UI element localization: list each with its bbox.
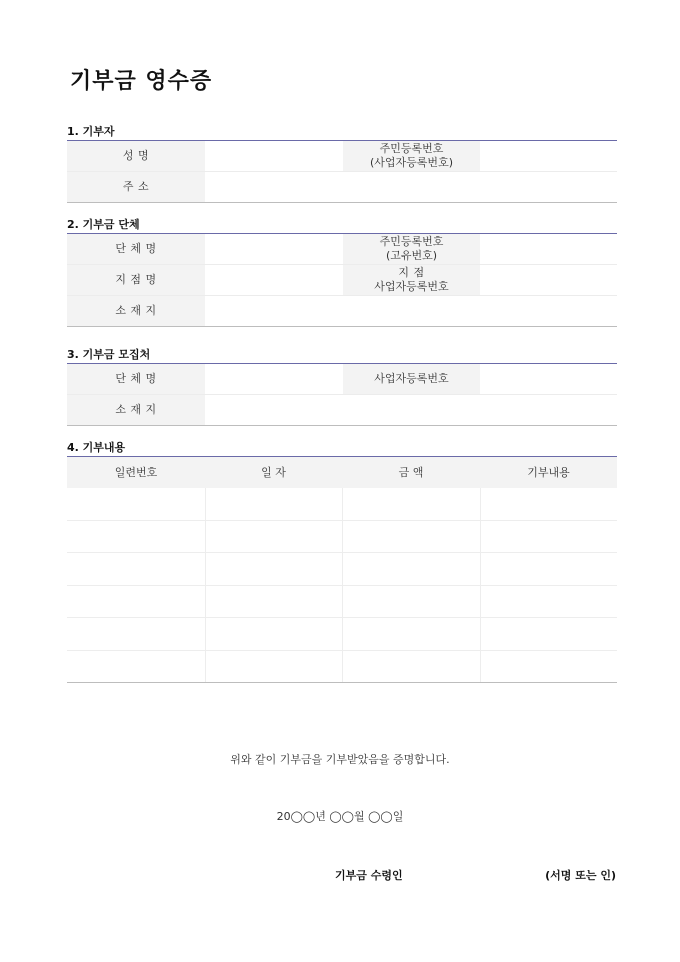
table-row (67, 488, 617, 521)
content-cell[interactable] (480, 650, 617, 683)
org-branch-label (67, 265, 205, 296)
donor-name-field[interactable] (205, 141, 343, 172)
org-location-label (67, 296, 205, 327)
label-text: 지 점 명 (115, 273, 157, 286)
label-text: (고유번호) (385, 249, 438, 262)
table-row (67, 234, 617, 265)
donor-address-label (67, 172, 205, 203)
label-text: 소 재 지 (115, 403, 157, 416)
org-name-label (67, 234, 205, 265)
label-text: (사업자등록번호) (370, 156, 453, 169)
serial-cell[interactable] (67, 520, 205, 553)
signature-label: (서명 또는 인) (545, 869, 616, 882)
serial-cell[interactable] (67, 553, 205, 586)
fundraiser-table (67, 363, 617, 426)
content-cell[interactable] (480, 520, 617, 553)
table-row (67, 172, 617, 203)
fund-name-field[interactable] (205, 364, 343, 395)
table-row (67, 520, 617, 553)
date-cell[interactable] (205, 488, 342, 521)
content-cell[interactable] (480, 618, 617, 651)
column-header-date: 일 자 (205, 457, 342, 488)
fund-name-label (67, 364, 205, 395)
fund-id-label (343, 364, 480, 395)
donor-id-field[interactable] (480, 141, 617, 172)
table-header-row (67, 457, 617, 488)
issue-date: 20◯◯년 ◯◯월 ◯◯일 (276, 810, 404, 823)
serial-cell[interactable] (67, 650, 205, 683)
label-text: 주민등록번호 (379, 235, 444, 248)
fund-location-field[interactable] (205, 395, 617, 426)
section-title-organization: 2. 기부금 단체 (67, 218, 140, 231)
amount-cell[interactable] (342, 520, 480, 553)
label-text: 단 체 명 (115, 372, 157, 385)
content-cell[interactable] (480, 585, 617, 618)
serial-cell[interactable] (67, 618, 205, 651)
org-name-field[interactable] (205, 234, 343, 265)
table-row (67, 364, 617, 395)
donor-address-field[interactable] (205, 172, 617, 203)
section-title-contents: 4. 기부내용 (67, 441, 126, 454)
amount-cell[interactable] (342, 650, 480, 683)
donor-id-label (343, 141, 480, 172)
date-cell[interactable] (205, 585, 342, 618)
serial-cell[interactable] (67, 488, 205, 521)
content-cell[interactable] (480, 553, 617, 586)
page-title: 기부금 영수증 (70, 69, 213, 94)
recipient-label: 기부금 수령인 (335, 869, 403, 882)
org-branch-id-label (343, 265, 480, 296)
label-text: 주민등록번호 (379, 142, 444, 155)
org-branch-field[interactable] (205, 265, 343, 296)
table-row (67, 618, 617, 651)
table-row (67, 650, 617, 683)
fund-location-label (67, 395, 205, 426)
label-text: 사업자등록번호 (374, 372, 449, 385)
content-cell[interactable] (480, 488, 617, 521)
fund-id-field[interactable] (480, 364, 617, 395)
date-cell[interactable] (205, 650, 342, 683)
date-cell[interactable] (205, 618, 342, 651)
label-text: 단 체 명 (115, 242, 157, 255)
column-header-serial: 일련번호 (67, 457, 205, 488)
amount-cell[interactable] (342, 585, 480, 618)
table-row (67, 296, 617, 327)
amount-cell[interactable] (342, 488, 480, 521)
column-header-content: 기부내용 (480, 457, 617, 488)
donor-table (67, 140, 617, 203)
section-title-donor: 1. 기부자 (67, 125, 115, 138)
label-text: 성 명 (122, 149, 150, 162)
table-row (67, 395, 617, 426)
contents-table (67, 456, 617, 683)
certification-statement: 위와 같이 기부금을 기부받았음을 증명합니다. (230, 753, 450, 766)
date-cell[interactable] (205, 553, 342, 586)
org-id-label (343, 234, 480, 265)
serial-cell[interactable] (67, 585, 205, 618)
date-cell[interactable] (205, 520, 342, 553)
amount-cell[interactable] (342, 618, 480, 651)
amount-cell[interactable] (342, 553, 480, 586)
donor-name-label (67, 141, 205, 172)
label-text: 주 소 (122, 180, 150, 193)
org-location-field[interactable] (205, 296, 617, 327)
label-text: 소 재 지 (115, 304, 157, 317)
org-branch-id-field[interactable] (480, 265, 617, 296)
table-row (67, 141, 617, 172)
org-id-field[interactable] (480, 234, 617, 265)
organization-table (67, 233, 617, 327)
table-row (67, 265, 617, 296)
label-text: 사업자등록번호 (374, 280, 449, 293)
table-row (67, 553, 617, 586)
contents-rows (67, 488, 617, 683)
column-header-amount: 금 액 (342, 457, 480, 488)
label-text: 지 점 (398, 266, 425, 279)
table-row (67, 585, 617, 618)
section-title-fundraiser: 3. 기부금 모집처 (67, 348, 151, 361)
